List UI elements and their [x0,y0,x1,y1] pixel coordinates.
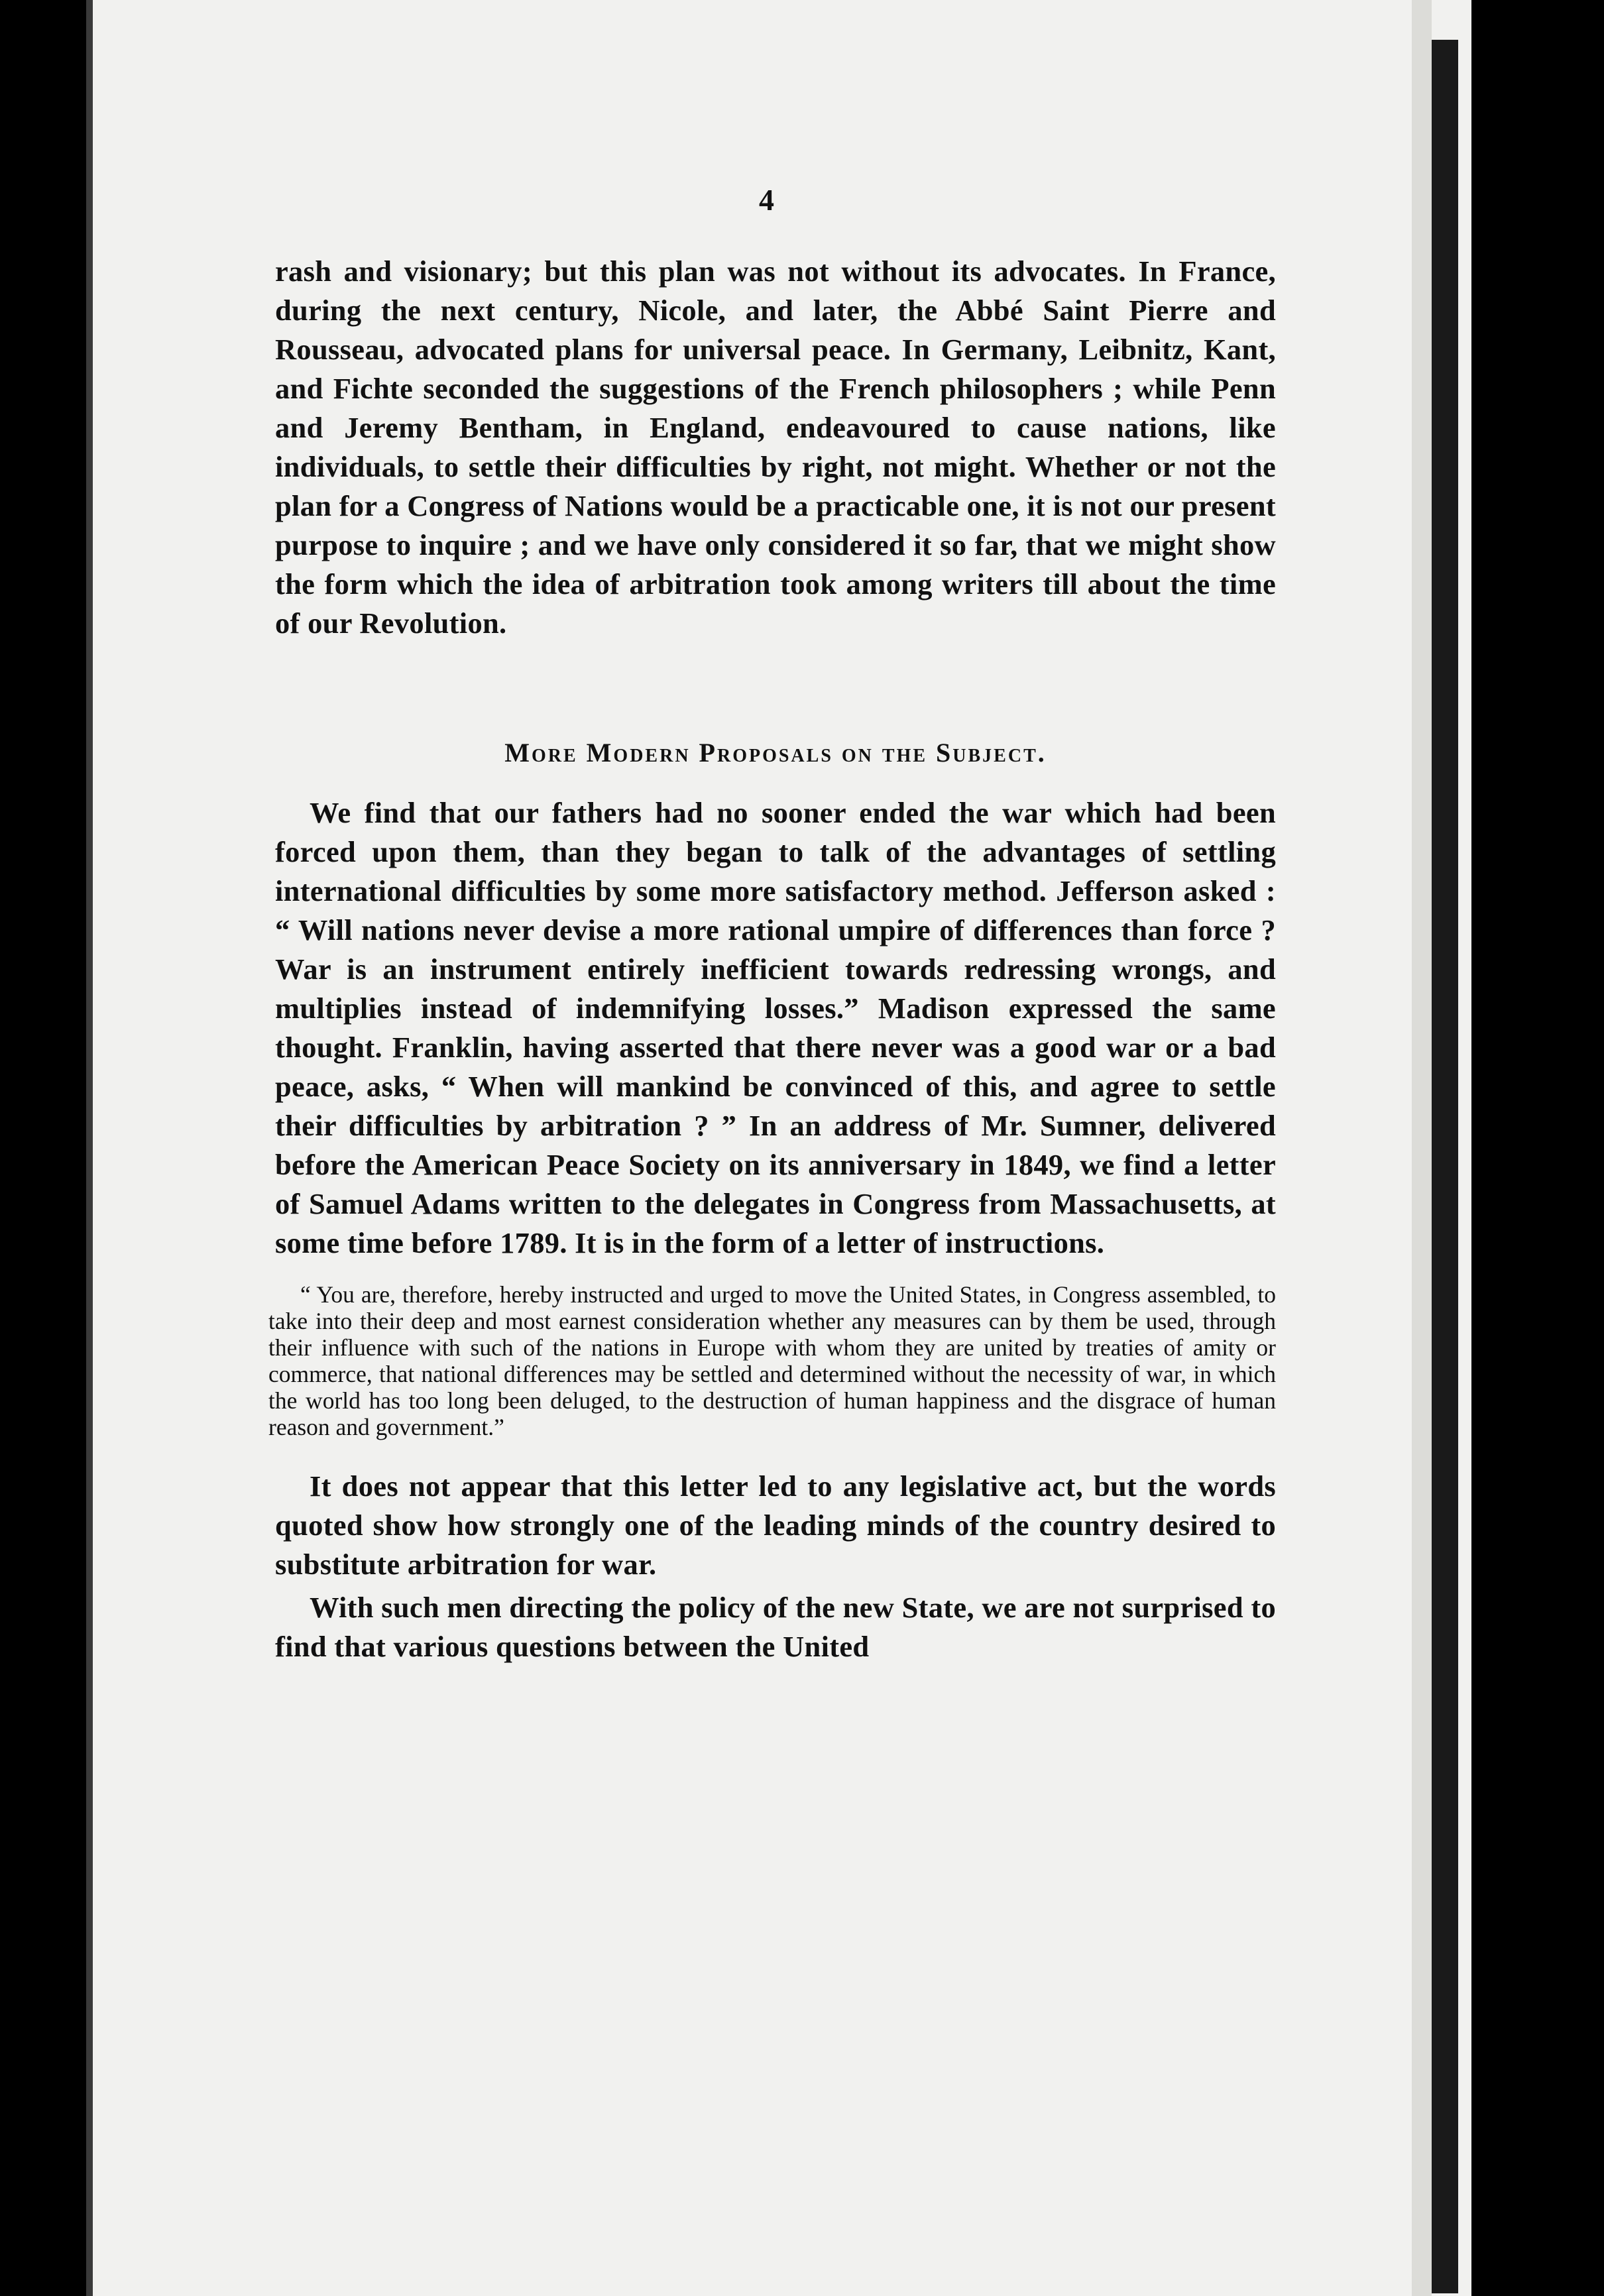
page-text [268,252,1276,1666]
block-quotation: “ You are, therefore, hereby instructed and urged to move the United States, in Congress assembled, to take into their deep and most earnest consideration whether any measures can by them be used, through their influence with such of the nations in Europe with whom they are united by treaties of amity or commerce, that national differences may be settled and determined without the necessity of war, in which the world has too long been deluged, to the destruction of human happiness and the disgrace of human reason and government.” [268,1281,1276,1440]
page-fold [1412,0,1432,2296]
closing-paragraph: With such men directing the policy of the new State, we are not surprised to find that various questions between the United [275,1591,1276,1663]
next-page-edge [1432,40,1458,2293]
after-quote-paragraph: It does not appear that this letter led to any legislative act, but the words quoted show how strongly one of the leading minds of the country desired to substitute arbitration for war. [275,1469,1276,1581]
page-number: 4 [759,183,774,217]
section-heading: More Modern Proposals on the Subject. [504,738,1047,768]
section-paragraph: We find that our fathers had no sooner ended the war which had been forced upon them, than they began to talk of the advantages of settling international difficulties by some more satisfactory method. Jefferson asked : “ Will nations never devise a more rational umpire of differences than force ? War is an instrument entirely inefficient towards redressing wrongs, and multiplies instead of indemnifying losses.” Madison expressed the same thought. Franklin, having asserted that there never was a good war or a bad peace, asks, “ When will mankind be convinced of this, and agree to settle their difficulties by arbitration ? ” In an address of Mr. Sumner, delivered before the American Peace Society on its anniversary in 1849, we find a letter of Samuel Adams written to the delegates in Congress from Massachusetts, at some time before 1789. It is in the form of a letter of instructions. [275,796,1276,1259]
opening-paragraph: rash and visionary; but this plan was not without its advocates. In France, during the next century, Nicole, and later, the Abbé Saint Pierre and Rousseau, advocated plans for universal peace. In Germany, Leibnitz, Kant, and Fichte seconded the suggestions of the French philosophers ; while Penn and Jeremy Bentham, in England, endeavoured to cause nations, like individuals, to settle their difficulties by right, not might. Whether or not the plan for a Congress of Nations would be a practicable one, it is not our present purpose to inquire ; and we have only considered it so far, that we might show the form which the idea of arbitration took among writers till about the time of our Revolution. [275,255,1276,640]
